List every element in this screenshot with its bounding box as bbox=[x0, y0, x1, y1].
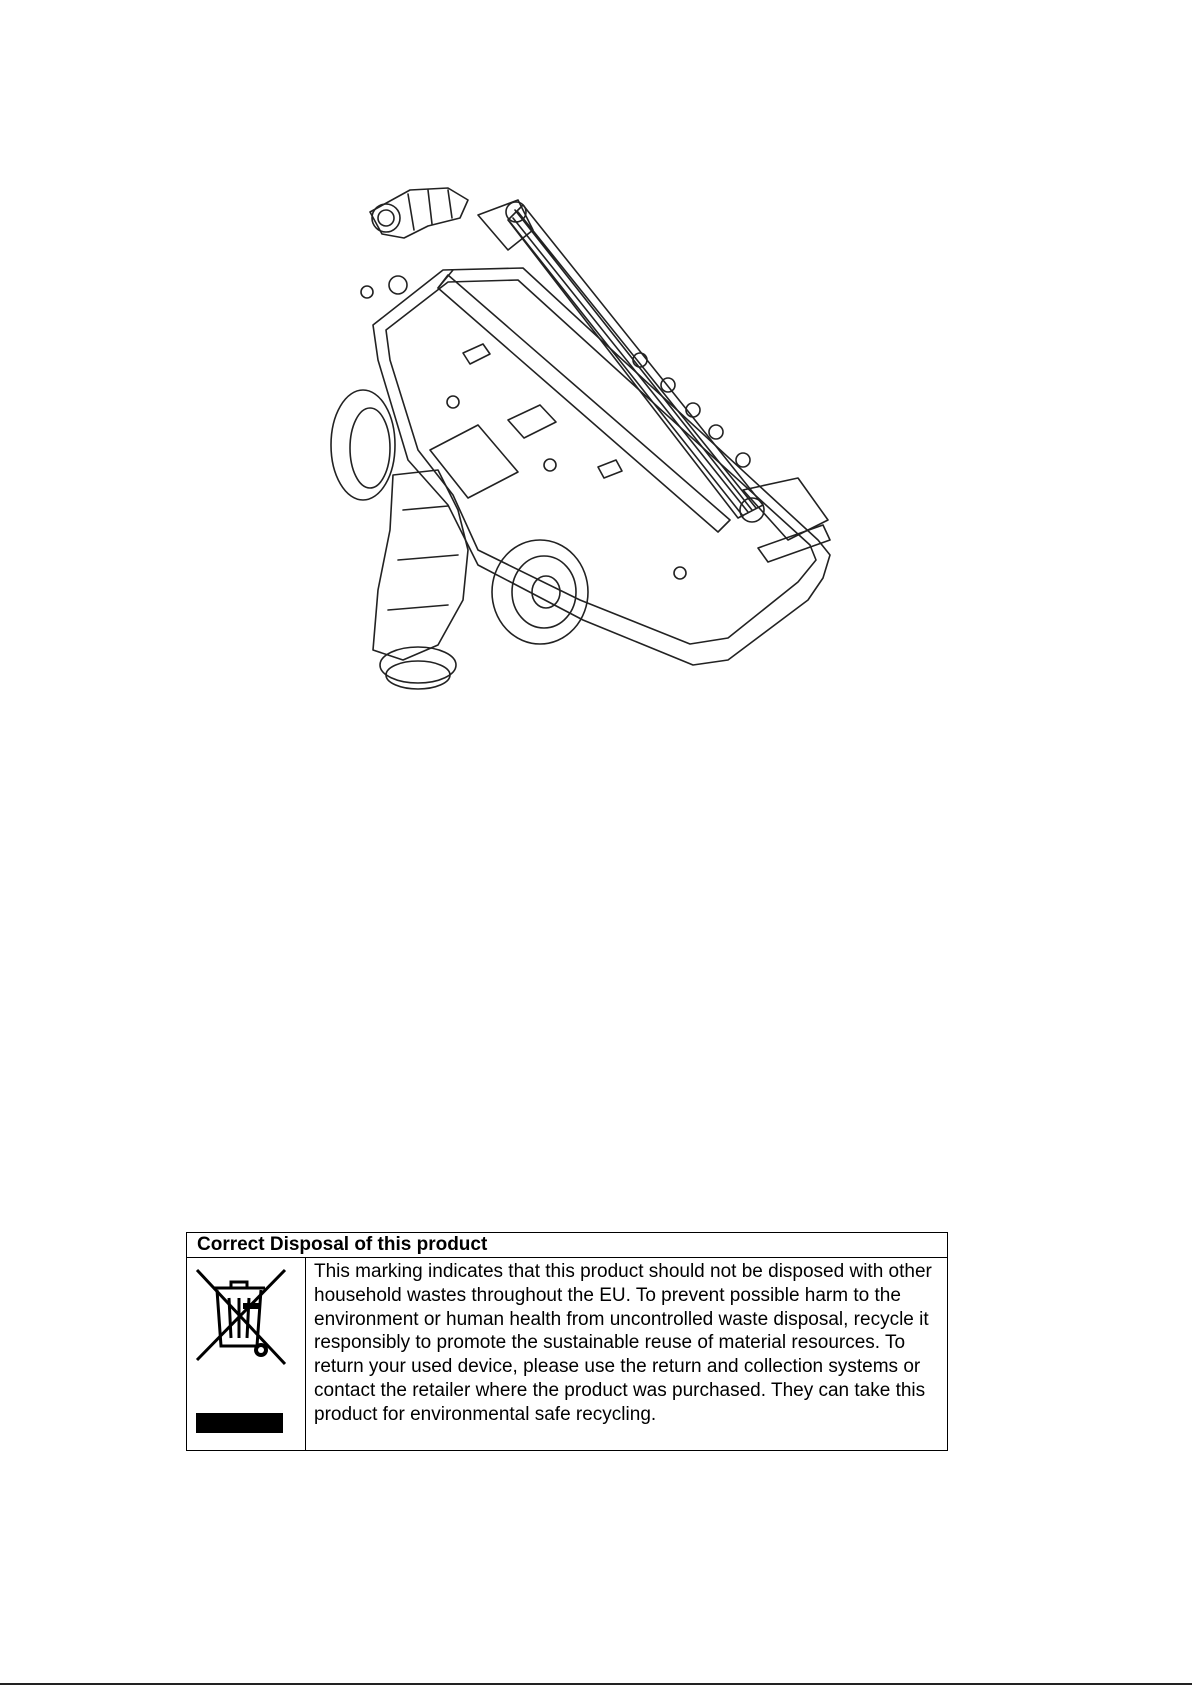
vacuum-nozzle-figure bbox=[318, 160, 898, 735]
disposal-icon-cell bbox=[187, 1258, 306, 1451]
crossed-out-bin-icon bbox=[195, 1268, 289, 1368]
disposal-title: Correct Disposal of this product bbox=[187, 1233, 948, 1258]
disposal-black-bar bbox=[196, 1413, 283, 1433]
disposal-table bbox=[186, 1232, 948, 1451]
vacuum-nozzle-drawing bbox=[318, 160, 898, 735]
swivel-neck bbox=[373, 470, 468, 689]
nozzle-body bbox=[361, 200, 830, 665]
detached-latch-part bbox=[370, 188, 468, 238]
disposal-text: This marking indicates that this product should not be disposed with other household wastes throughout the EU. To prevent possible harm to the environment or human health from uncontrolled waste disposal, recycle it responsibly to promote the sustainable reuse of material resources. To return your used device, please use the return and collection systems or contact the retailer where the product was purchased. They can take this product for environmental safe recycling. bbox=[306, 1258, 948, 1451]
